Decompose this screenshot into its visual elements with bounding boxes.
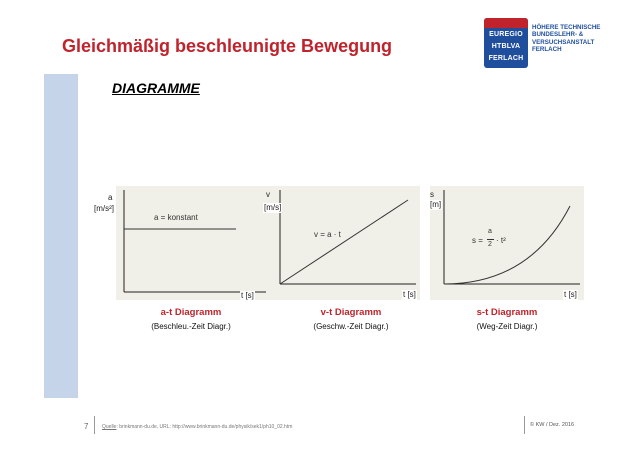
vt-y-unit: [m/s] <box>264 203 282 212</box>
school-logo <box>484 18 612 70</box>
footer-source <box>102 424 292 430</box>
vt-formula: v = a · t <box>314 230 341 239</box>
st-caption-title: s-t Diagramm <box>476 307 538 318</box>
vt-diagram-plot <box>266 186 420 300</box>
at-caption-title: a-t Diagramm <box>160 307 222 318</box>
at-y-symbol: a <box>108 193 113 202</box>
page-number: 7 <box>84 422 89 431</box>
vt-caption-title: v-t Diagramm <box>320 307 382 318</box>
st-x-label: t [s] <box>564 290 577 299</box>
st-formula-denominator: 2 <box>488 241 492 248</box>
section-heading: DIAGRAMME <box>112 80 200 96</box>
slide-title: Gleichmäßig beschleunigte Bewegung <box>62 36 393 56</box>
logo-text-line-3: VERSUCHSANSTALT <box>532 38 595 46</box>
at-caption-subtitle: (Beschleu.-Zeit Diagr.) <box>151 322 231 331</box>
logo-badge <box>484 18 528 68</box>
st-parabola-curve <box>444 206 570 284</box>
logo-badge-line-3: FERLACH <box>488 55 524 62</box>
logo-badge-line-2: HTBLVA <box>491 43 521 50</box>
logo-text-line-1: HÖHERE TECHNISCHE <box>532 24 601 31</box>
st-diagram-axes <box>430 186 584 300</box>
vt-diagram-axes <box>266 186 420 300</box>
at-diagram-plot <box>116 186 270 300</box>
source-text[interactable]: : brinkmann-du.de, URL: http://www.brinkmann-du.de/physik/sek1/ph10_02.htm <box>116 424 293 430</box>
vt-y-symbol: v <box>266 190 270 199</box>
st-y-unit: [m] <box>430 200 442 209</box>
at-x-label: t [s] <box>241 291 254 300</box>
vt-linear-line <box>280 200 408 284</box>
st-formula-numerator: a <box>488 228 492 235</box>
st-formula-lhs: s = <box>472 236 483 245</box>
at-formula: a = konstant <box>154 213 198 222</box>
logo-text <box>532 24 612 54</box>
logo-red-stripe <box>484 18 528 28</box>
vt-x-label: t [s] <box>403 290 416 299</box>
sidebar-band <box>44 74 78 398</box>
st-formula-rhs: · t² <box>496 236 506 245</box>
logo-text-line-2: BUNDESLEHR- & <box>532 31 584 39</box>
st-fraction-bar <box>487 239 494 240</box>
st-y-symbol: s <box>430 190 434 199</box>
footer-divider-right <box>524 416 525 434</box>
footer-copyright: © KW / Dez. 2016 <box>530 422 575 428</box>
source-prefix: Quelle <box>102 424 117 430</box>
logo-badge-line-1: EUREGIO <box>489 31 523 38</box>
logo-text-line-4: FERLACH <box>532 46 562 54</box>
st-caption-subtitle: (Weg-Zeit Diagr.) <box>476 322 538 331</box>
at-diagram-axes <box>116 186 270 300</box>
st-diagram-plot <box>430 186 584 300</box>
at-y-unit: [m/s²] <box>94 204 114 213</box>
footer-divider-left <box>94 416 95 434</box>
vt-caption-subtitle: (Geschw.-Zeit Diagr.) <box>313 322 389 331</box>
